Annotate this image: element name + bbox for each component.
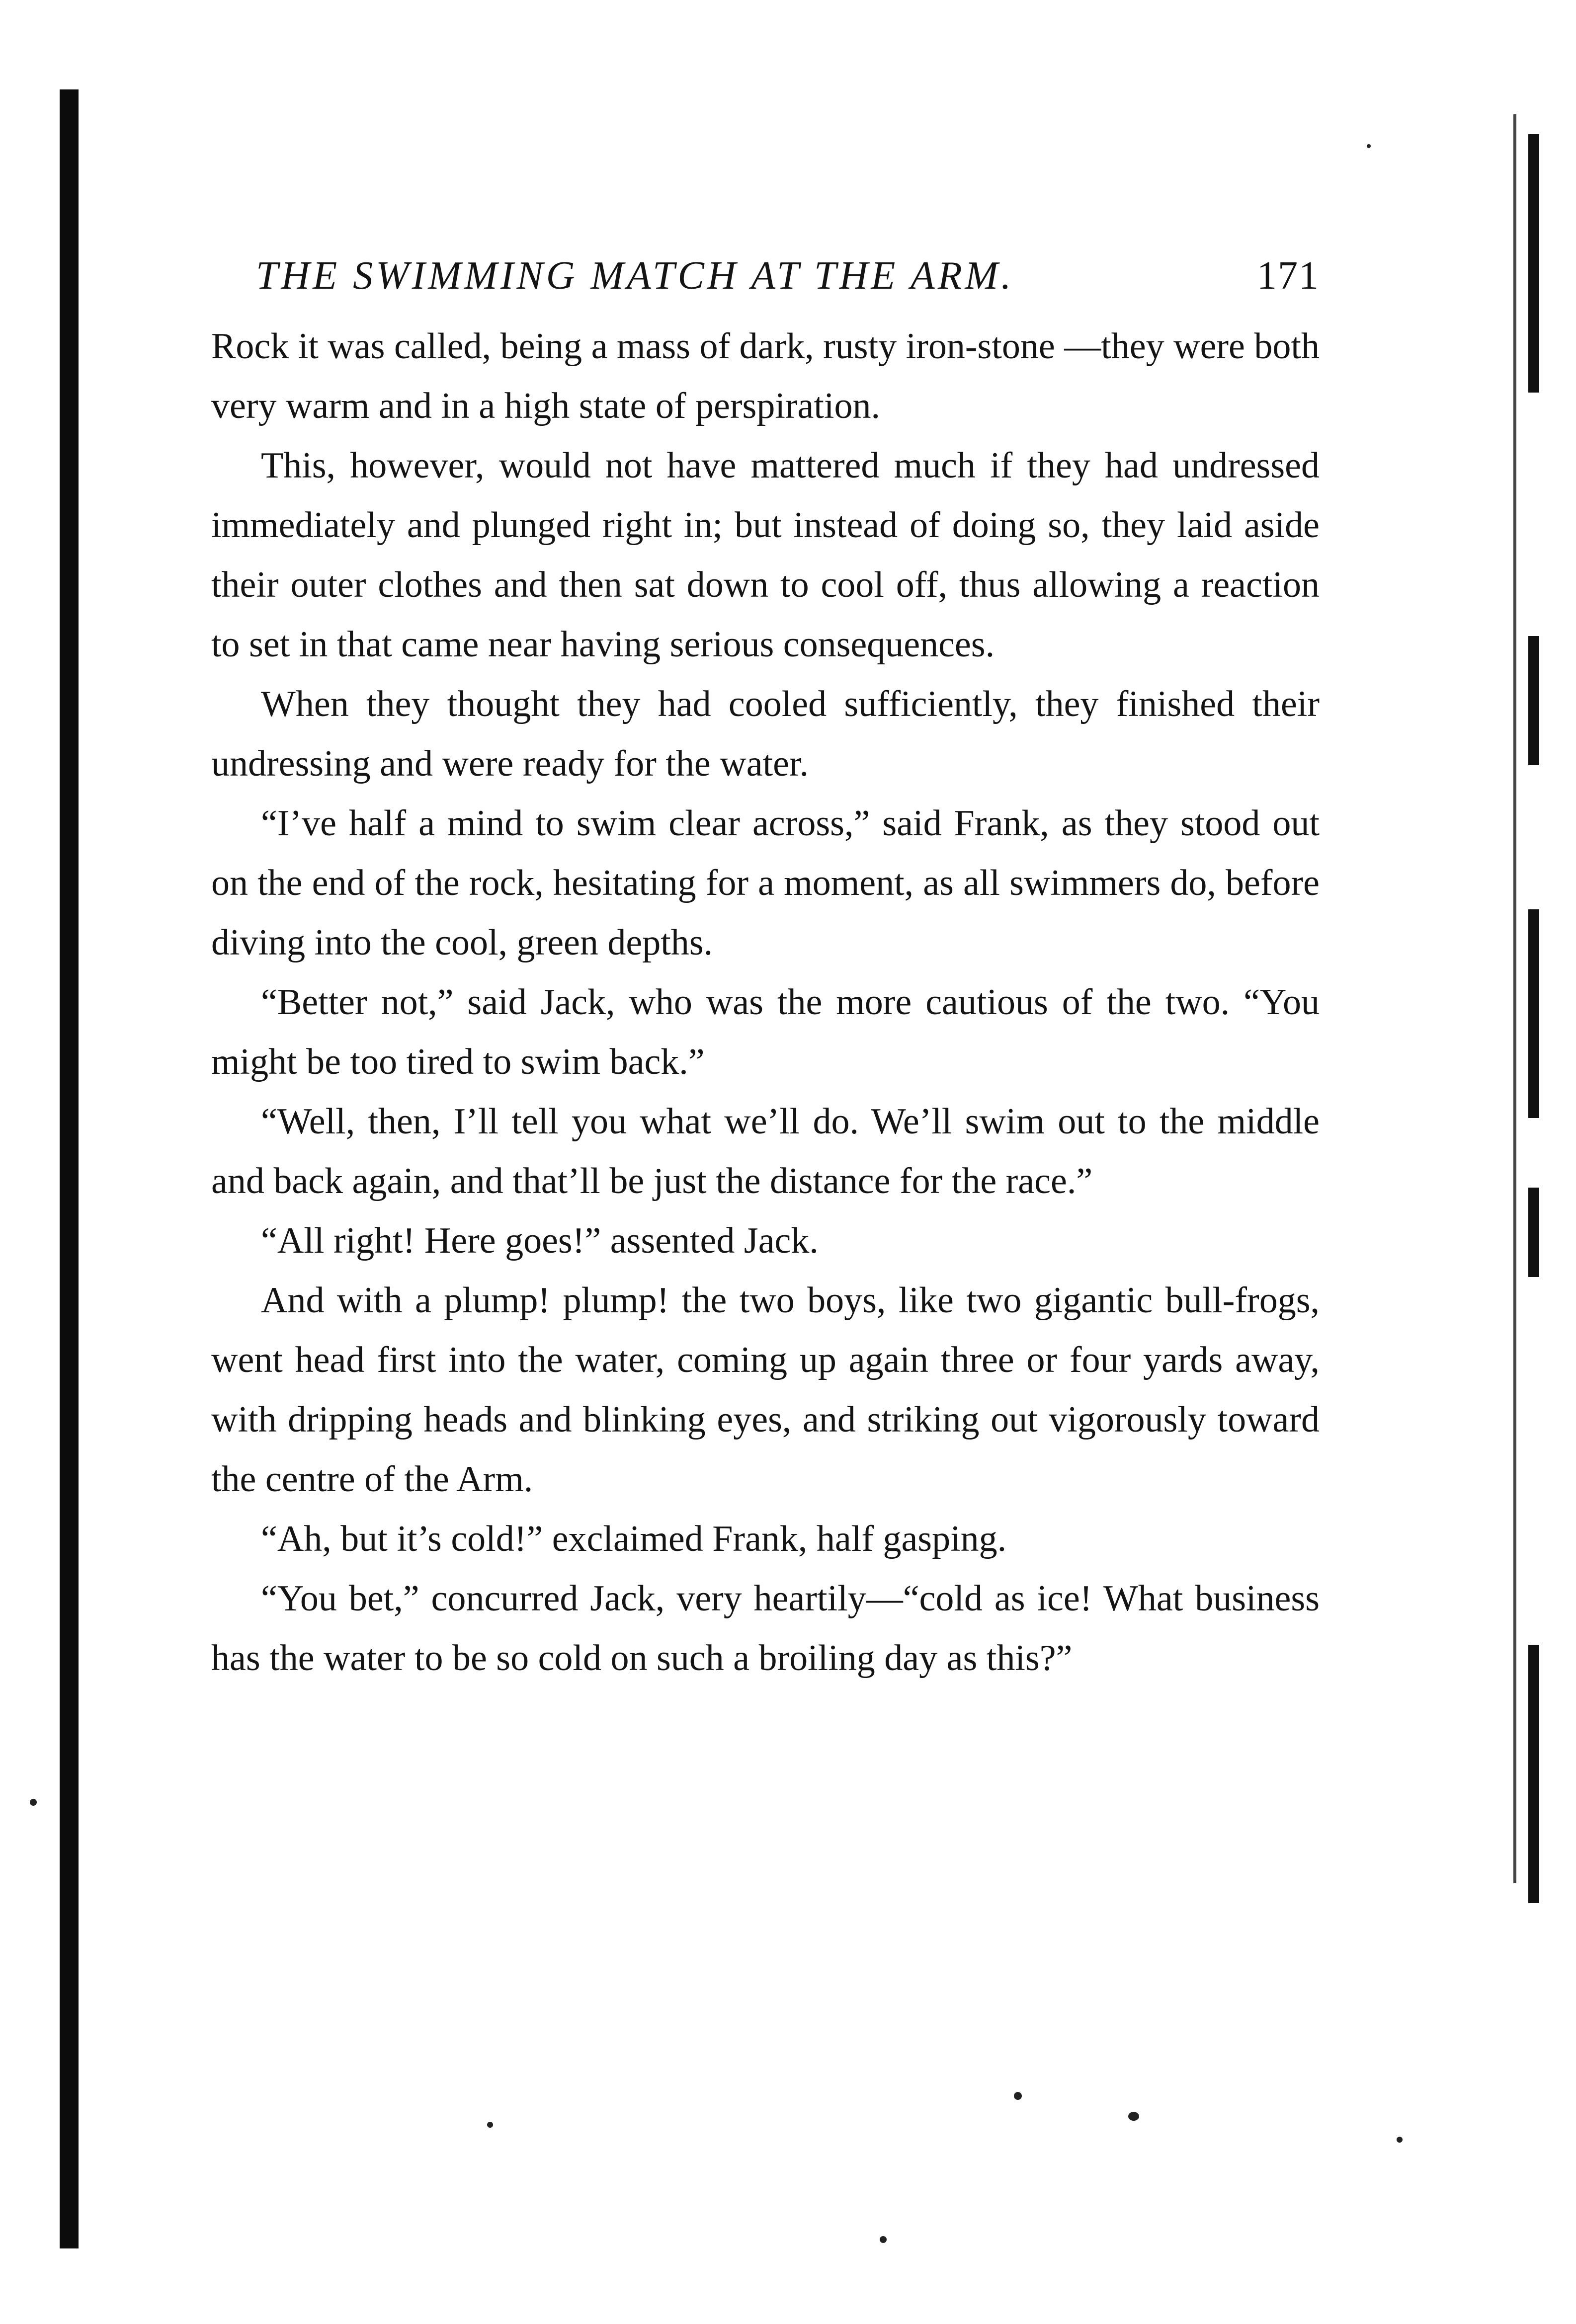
paragraph: “Better not,” said Jack, who was the more cautious of the two. “You might be too tired to swim back.”: [211, 982, 1320, 1082]
paragraph: “You bet,” concurred Jack, very heartily—“cold as ice! What business has the water to be so cold on such a broiling day as this?”: [211, 1578, 1320, 1679]
paragraph: Rock it was called, being a mass of dark, rusty iron-stone —they were both very warm and in a high state of perspiration.: [211, 326, 1320, 426]
paragraph: This, however, would not have mattered much if they had undressed immediately and plunged right in; but instead of doing so, they laid aside their outer clothes and then sat down to cool off, thus allowing a reaction to set in that came near having serious consequences.: [211, 445, 1320, 665]
paragraph: “All right! Here goes!” assented Jack.: [261, 1220, 819, 1261]
page-edge-artifacts: [1508, 114, 1553, 1903]
text-block: [211, 253, 1320, 1688]
paragraph: “I’ve half a mind to swim clear across,” said Frank, as they stood out on the end of the rock, hesitating for a moment, as all swimmers do, before diving into the cool, green depths.: [211, 803, 1320, 963]
scan-speck: [30, 1799, 37, 1806]
paragraph: When they thought they had cooled sufficiently, they finished their undressing and were ready for the water.: [211, 684, 1320, 784]
edge-strip: [1528, 134, 1539, 393]
paragraph: “Well, then, I’ll tell you what we’ll do. We’ll swim out to the middle and back again, and that’ll be just the distance for the race.”: [211, 1101, 1320, 1202]
edge-strip: [1528, 909, 1539, 1118]
edge-line: [1513, 114, 1516, 1883]
edge-strip: [1528, 636, 1539, 765]
paragraph: “Ah, but it’s cold!” exclaimed Frank, half gasping.: [261, 1519, 1007, 1559]
running-head: [211, 253, 1320, 299]
scan-speck: [1397, 2137, 1403, 2143]
scan-speck: [1367, 144, 1371, 148]
page-number: 171: [1257, 254, 1320, 298]
edge-strip: [1528, 1645, 1539, 1903]
scan-speck: [487, 2122, 493, 2128]
edge-strip: [1528, 1188, 1539, 1277]
paragraph: And with a plump! plump! the two boys, like two gigantic bull-frogs, went head first into the water, coming up again three or four yards away, with dripping heads and blinking eyes, and striking out vigorously toward the centre of the Arm.: [211, 1280, 1320, 1500]
scan-speck: [1014, 2092, 1022, 2100]
chapter-title: THE SWIMMING MATCH AT THE ARM.: [256, 254, 1014, 298]
scan-speck: [1128, 2112, 1139, 2121]
binding-shadow: [60, 89, 79, 2248]
scan-speck: [880, 2236, 887, 2243]
body-text: [211, 317, 1320, 1688]
